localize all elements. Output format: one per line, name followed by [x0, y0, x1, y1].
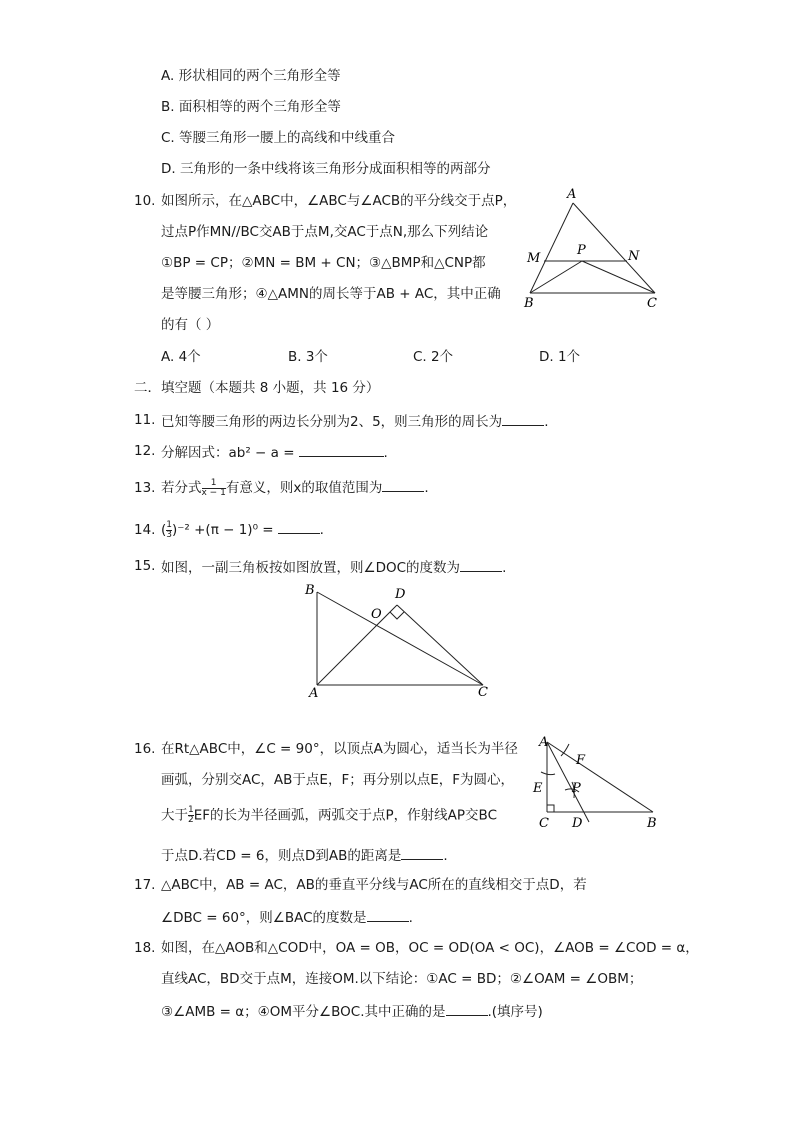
q11-end: . [544, 414, 549, 430]
q12-end: . [383, 445, 388, 461]
q16-answer-blank[interactable] [401, 845, 443, 860]
q10-line-4: 是等腰三角形；④△AMN的周长等于AB + AC，其中正确 [161, 286, 501, 302]
q16-frac-den: 2 [188, 815, 194, 825]
q17-line-2 [161, 907, 413, 927]
q16-line-4 [161, 845, 448, 865]
q18-number: 18. [134, 940, 156, 956]
q13-frac-num: 1 [210, 477, 217, 488]
q10-label-p: P [577, 243, 586, 258]
section-2-heading: 二．填空题（本题共 8 小题，共 16 分） [134, 380, 380, 396]
q16-label-e: E [533, 781, 543, 796]
q11-number: 11. [134, 412, 156, 428]
q18-line-3 [161, 1001, 543, 1021]
q17-number: 17. [134, 877, 156, 893]
q10-label-c: C [647, 296, 657, 311]
q16-label-p: P [572, 781, 581, 796]
q14-text-body: )⁻² +(π − 1)⁰ = [172, 522, 274, 538]
q18-end: .(填序号) [487, 1004, 543, 1020]
q13-number: 13. [134, 480, 156, 496]
q16-label-d: D [572, 816, 583, 831]
q16-line-3 [161, 806, 497, 825]
q14-frac-num: 1 [166, 519, 173, 530]
q16-label-b: B [647, 816, 657, 831]
q14-answer-blank[interactable] [278, 519, 320, 534]
q10-option-a: A. 4个 [161, 349, 201, 365]
q16-line-1: 在Rt△ABC中，∠C = 90°，以顶点A为圆心，适当长为半径 [161, 741, 518, 757]
q16-end: . [443, 848, 448, 864]
q14-end: . [319, 522, 324, 538]
q11-text-body: 已知等腰三角形的两边长分别为2、5，则三角形的周长为 [161, 414, 503, 430]
q10-label-a: A [567, 187, 577, 202]
q14-open-paren: ( [161, 522, 167, 538]
q13-answer-blank[interactable] [382, 477, 424, 492]
q15-figure [300, 580, 500, 700]
q15-text-body: 如图，一副三角板按如图放置，则∠DOC的度数为 [161, 560, 461, 576]
q10-line-3: ①BP = CP；②MN = BM + CN；③△BMP和△CNP都 [161, 255, 486, 271]
q9-option-d: D. 三角形的一条中线将该三角形分成面积相等的两部分 [161, 161, 491, 177]
q15-label-c: C [478, 685, 488, 700]
q15-label-d: D [395, 587, 406, 602]
q15-end: . [502, 560, 507, 576]
q10-line-5: 的有（ ） [161, 317, 220, 333]
q16-frac-num: 1 [188, 805, 194, 815]
q13-frac-den: x − 1 [201, 487, 226, 498]
q18-line-1: 如图，在△AOB和△COD中，OA = OB，OC = OD(OA < OC)，∠AOB = ∠COD = α， [161, 940, 699, 956]
q10-option-c: C. 2个 [413, 349, 454, 365]
q14-number: 14. [134, 522, 156, 538]
q10-option-d: D. 1个 [539, 349, 581, 365]
q10-figure [520, 183, 670, 313]
q13-end: . [424, 480, 429, 496]
q15-label-o: O [371, 607, 382, 622]
q16-line-3-pre: 大于 [161, 807, 188, 824]
q16-line-2: 画弧，分别交AC，AB于点E，F；再分别以点E，F为圆心， [161, 772, 515, 788]
q9-option-b: B. 面积相等的两个三角形全等 [161, 99, 341, 115]
q18-answer-blank[interactable] [446, 1001, 488, 1016]
q15-number: 15. [134, 558, 156, 574]
q17-end: . [408, 910, 413, 926]
q16-label-c: C [539, 816, 549, 831]
q13-post: 有意义，则x的取值范围为 [225, 480, 383, 496]
q15-label-b: B [305, 583, 315, 598]
q9-option-c: C. 等腰三角形一腰上的高线和中线重合 [161, 130, 396, 146]
q15-answer-blank[interactable] [460, 557, 502, 572]
q16-label-f: F [576, 753, 586, 768]
q15-text [161, 557, 506, 577]
q15-label-a: A [309, 686, 319, 700]
q13-text [161, 477, 429, 498]
q12-number: 12. [134, 443, 156, 459]
q10-option-b: B. 3个 [288, 349, 328, 365]
q10-line-1: 如图所示，在△ABC中，∠ABC与∠ACB的平分线交于点P， [161, 193, 517, 209]
q12-answer-blank[interactable] [299, 442, 384, 457]
q13-fraction [202, 479, 226, 498]
q10-number: 10. [134, 193, 156, 209]
q14-text [161, 519, 324, 540]
q10-label-m: M [527, 251, 541, 266]
q9-option-a: A. 形状相同的两个三角形全等 [161, 68, 341, 84]
q10-line-2: 过点P作MN//BC交AB于点M,交AC于点N,那么下列结论 [161, 224, 489, 240]
q17-line-1: △ABC中，AB = AC，AB的垂直平分线与AC所在的直线相交于点D，若 [161, 877, 587, 893]
q12-text [161, 442, 388, 462]
q10-label-n: N [628, 249, 640, 264]
q11-text [161, 411, 548, 431]
q18-line-2: 直线AC，BD交于点M，连接OM.以下结论：①AC = BD；②∠OAM = ∠OBM； [161, 971, 643, 987]
q16-label-a: A [539, 735, 549, 750]
q17-answer-blank[interactable] [367, 907, 409, 922]
q16-line-4-body: 于点D.若CD = 6，则点D到AB的距离是 [161, 848, 402, 864]
q18-line-3-body: ③∠AMB = α；④OM平分∠BOC.其中正确的是 [161, 1004, 446, 1020]
q12-text-body: 分解因式：ab² − a = [161, 445, 295, 461]
q17-line-2-body: ∠DBC = 60°，则∠BAC的度数是 [161, 910, 367, 926]
q16-figure [525, 730, 665, 835]
q14-frac-den: 3 [166, 529, 173, 540]
q16-number: 16. [134, 741, 156, 757]
q11-answer-blank[interactable] [502, 411, 544, 426]
q16-line-3-post: EF的长为半径画弧，两弧交于点P，作射线AP交BC [193, 807, 497, 824]
q13-pre: 若分式 [161, 480, 202, 496]
q10-label-b: B [524, 296, 534, 311]
